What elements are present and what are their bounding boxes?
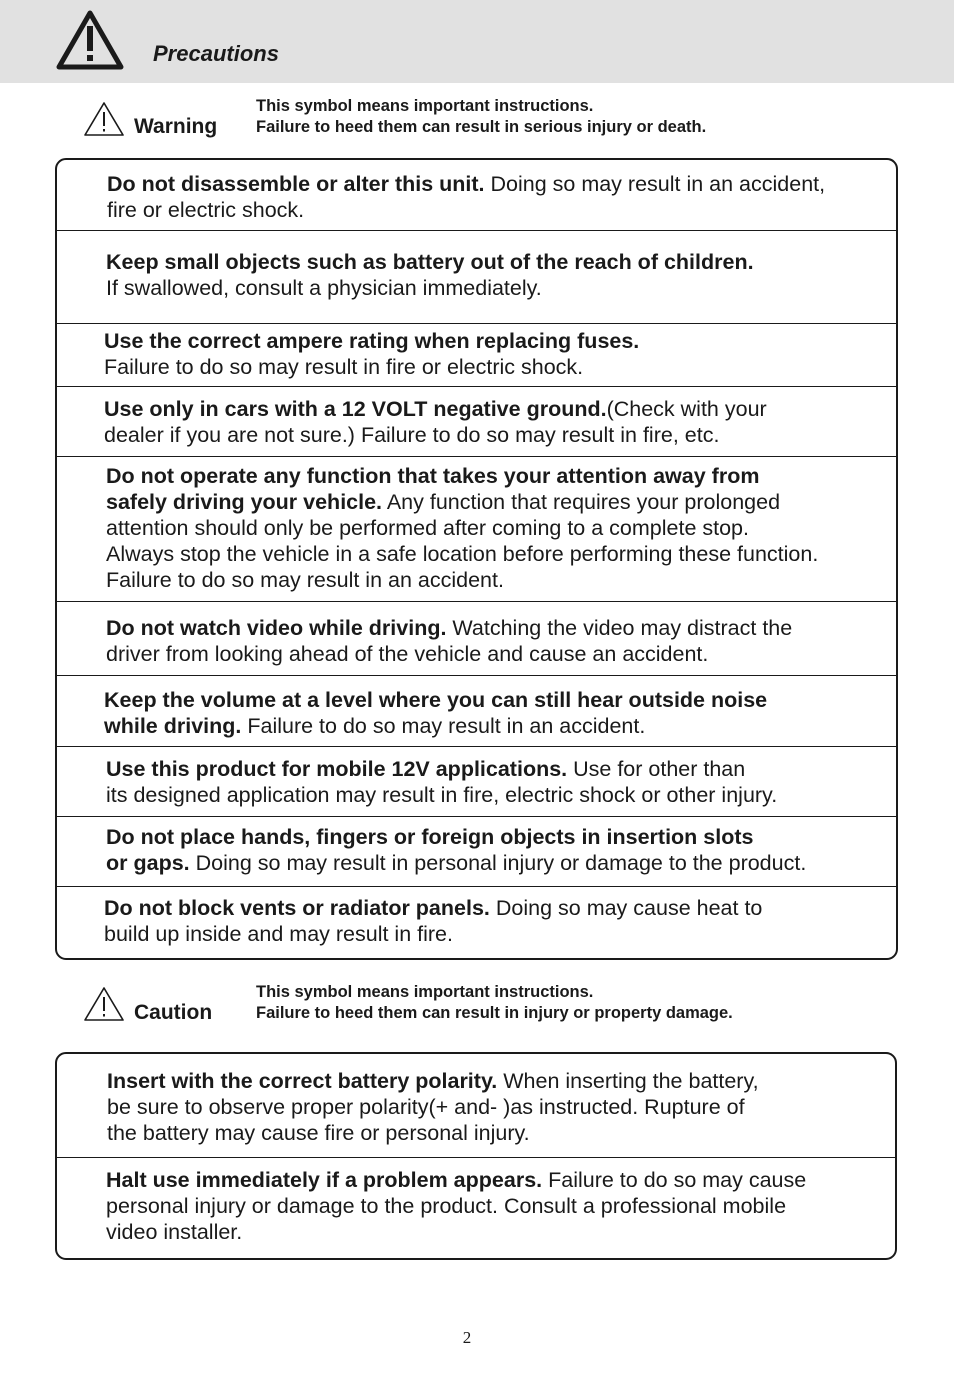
item-text: If swallowed, consult a physician immediately.: [106, 276, 542, 300]
item-heading: Do not operate any function that takes your attention away from: [106, 464, 760, 488]
list-item: [57, 887, 896, 958]
item-text: fire or electric shock.: [107, 198, 305, 222]
item-heading: Insert with the correct battery polarity.: [107, 1069, 498, 1093]
item-heading: Do not watch video while driving.: [106, 616, 447, 640]
item-heading: while driving.: [104, 714, 242, 738]
item-text: attention should only be performed after coming to a complete stop.: [106, 516, 749, 540]
header-band: [0, 0, 954, 83]
item-text: be sure to observe proper polarity(+ and- )as instructed. Rupture of: [107, 1095, 745, 1119]
item-text: Always stop the vehicle in a safe location before performing these function.: [106, 542, 819, 566]
item-text: Failure to do so may result in an accident.: [106, 568, 504, 592]
list-item: [57, 747, 896, 817]
item-heading: Do not disassemble or alter this unit.: [107, 172, 485, 196]
page-title: Precautions: [153, 41, 279, 66]
caution-label: Caution: [134, 1001, 213, 1024]
list-item: [57, 1054, 895, 1158]
item-text: dealer if you are not sure.) Failure to do so may result in fire, etc.: [104, 423, 720, 447]
item-text: (Check with your: [606, 397, 767, 421]
list-item: [57, 602, 896, 676]
item-text: Doing so may cause heat to: [489, 896, 763, 920]
list-item: [57, 817, 896, 887]
item-text: Watching the video may distract the: [446, 616, 793, 640]
list-item: [57, 387, 896, 457]
warning-triangle-icon: [55, 9, 125, 71]
item-heading: Do not place hands, fingers or foreign objects in insertion slots: [106, 825, 754, 849]
item-heading: Use this product for mobile 12V applications.: [106, 757, 568, 781]
caution-list-box: [55, 1052, 897, 1260]
item-text: Any function that requires your prolonged: [382, 490, 781, 514]
caution-triangle-icon: [83, 986, 125, 1022]
warning-list-box: [55, 158, 898, 960]
item-heading: Do not block vents or radiator panels.: [104, 896, 490, 920]
warning-triangle-icon: [83, 101, 125, 137]
caution-desc-line: This symbol means important instructions.: [256, 983, 594, 1001]
warning-label: Warning: [134, 115, 218, 138]
item-heading: or gaps.: [106, 851, 190, 875]
item-text: Failure to do so may result in an accident.: [241, 714, 646, 738]
item-text: build up inside and may result in fire.: [104, 922, 453, 946]
item-text: Doing so may result in an accident,: [484, 172, 826, 196]
list-item: [57, 160, 896, 231]
warning-description: [256, 96, 706, 138]
item-text: Doing so may result in personal injury or damage to the product.: [189, 851, 807, 875]
item-text: Failure to do so may cause: [542, 1168, 807, 1192]
list-item: [57, 676, 896, 747]
item-heading: Use the correct ampere rating when replacing fuses.: [104, 329, 640, 353]
item-text: its designed application may result in fire, electric shock or other injury.: [106, 783, 778, 807]
caution-desc-line: Failure to heed them can result in injury or property damage.: [256, 1004, 733, 1022]
item-text: Use for other than: [567, 757, 746, 781]
item-text: personal injury or damage to the product. Consult a professional mobile: [106, 1194, 787, 1218]
item-heading: Halt use immediately if a problem appears.: [106, 1168, 543, 1192]
item-text: When inserting the battery,: [497, 1069, 759, 1093]
list-item: [57, 231, 896, 324]
item-text: driver from looking ahead of the vehicle and cause an accident.: [106, 642, 709, 666]
list-item: [57, 324, 896, 387]
caution-description: [256, 982, 733, 1024]
page-number: 2: [462, 1328, 472, 1347]
warning-desc-line: This symbol means important instructions.: [256, 97, 594, 115]
item-heading: Use only in cars with a 12 VOLT negative ground.: [104, 397, 607, 421]
item-text: the battery may cause fire or personal injury.: [107, 1121, 530, 1145]
item-text: Failure to do so may result in fire or electric shock.: [104, 355, 584, 379]
list-item: [57, 457, 896, 602]
warning-desc-line: Failure to heed them can result in serious injury or death.: [256, 118, 707, 136]
item-text: video installer.: [106, 1220, 243, 1244]
item-heading: Keep the volume at a level where you can still hear outside noise: [104, 688, 768, 712]
list-item: [57, 1158, 895, 1258]
item-heading: Keep small objects such as battery out of the reach of children.: [106, 250, 754, 274]
item-heading: safely driving your vehicle.: [106, 490, 383, 514]
